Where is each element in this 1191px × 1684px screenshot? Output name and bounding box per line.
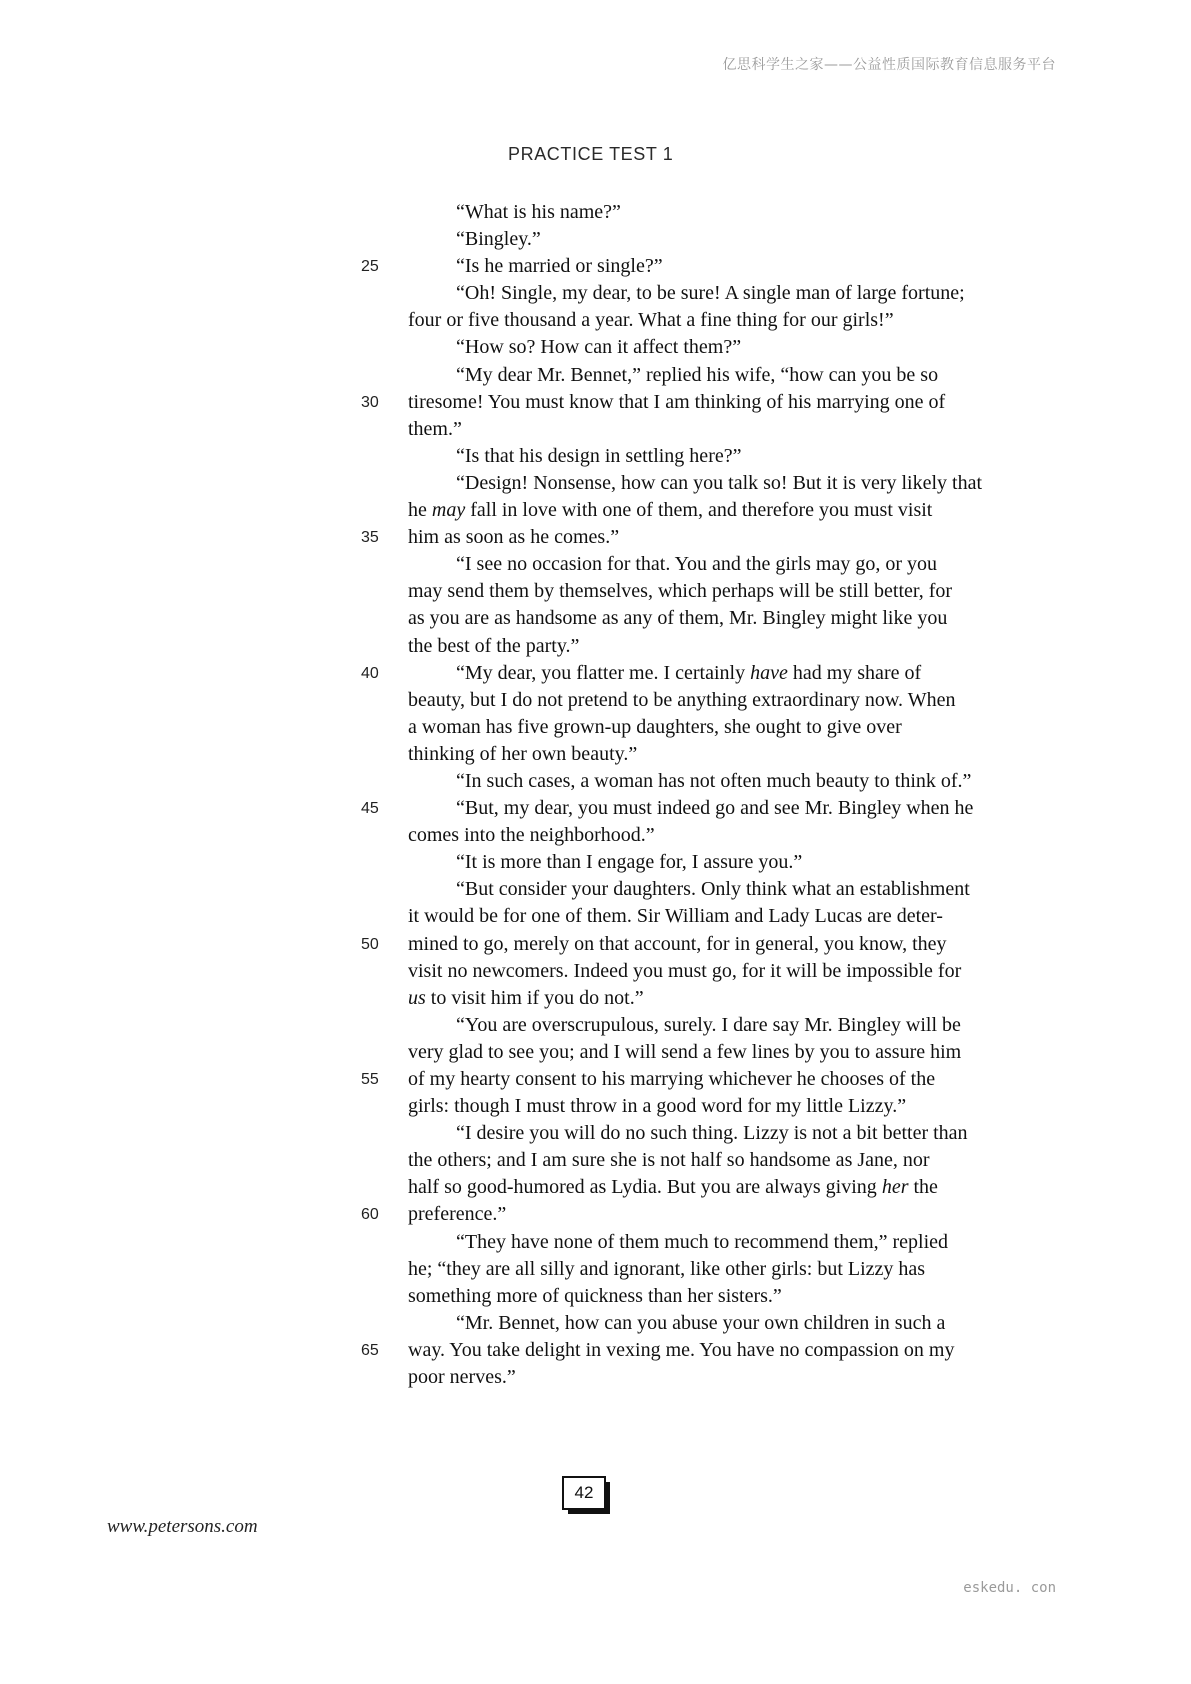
line-text	[408, 714, 902, 741]
passage-line	[0, 551, 1191, 578]
passage-line	[0, 1256, 1191, 1283]
line-text	[408, 389, 945, 416]
line-text	[408, 1256, 925, 1283]
text-run: girls: though I must throw in a good word for my little Lizzy.”	[408, 1095, 907, 1118]
passage-line	[0, 524, 1191, 551]
line-text	[456, 795, 973, 822]
text-run: “You are overscrupulous, surely. I dare say Mr. Bingley will be	[456, 1013, 961, 1036]
passage-line	[0, 1337, 1191, 1364]
text-run: “Is that his design in settling here?”	[456, 444, 742, 467]
line-text	[408, 687, 955, 714]
line-number: 40	[361, 664, 379, 682]
passage-line	[0, 1120, 1191, 1147]
text-run: “Design! Nonsense, how can you talk so! But it is very likely that	[456, 471, 983, 494]
line-number: 35	[361, 529, 379, 547]
line-text	[408, 1174, 938, 1201]
watermark-header: 亿思科学生之家——公益性质国际教育信息服务平台	[722, 57, 1056, 73]
passage-line	[0, 822, 1191, 849]
line-text	[408, 1337, 954, 1364]
passage-line	[0, 660, 1191, 687]
text-run: “But consider your daughters. Only think what an establishment	[456, 878, 970, 901]
line-text	[456, 253, 663, 280]
text-run: “Oh! Single, my dear, to be sure! A single man of large fortune;	[456, 282, 965, 305]
line-text	[456, 280, 965, 307]
line-text	[408, 307, 894, 334]
text-run: half so good-humored as Lydia. But you are always giving	[408, 1176, 882, 1199]
passage-line	[0, 768, 1191, 795]
line-text	[456, 660, 921, 687]
text-run: mined to go, merely on that account, for in general, you know, they	[408, 932, 947, 955]
passage-line	[0, 1201, 1191, 1228]
line-text	[408, 1201, 506, 1228]
passage-line	[0, 1039, 1191, 1066]
text-run: “In such cases, a woman has not often much beauty to think of.”	[456, 769, 972, 792]
passage-line	[0, 1229, 1191, 1256]
line-text	[408, 605, 947, 632]
passage-line	[0, 443, 1191, 470]
passage-line	[0, 334, 1191, 361]
passage-line	[0, 1147, 1191, 1174]
passage-line	[0, 1364, 1191, 1391]
text-run: tiresome! You must know that I am thinking of his marrying one of	[408, 390, 946, 413]
passage-line	[0, 687, 1191, 714]
line-number: 25	[361, 258, 379, 276]
line-text	[456, 1012, 961, 1039]
passage-line	[0, 1310, 1191, 1337]
line-text	[456, 876, 970, 903]
text-run: beauty, but I do not pretend to be anything extraordinary now. When	[408, 688, 956, 711]
line-text	[456, 362, 938, 389]
line-text	[408, 985, 644, 1012]
text-run: “I desire you will do no such thing. Lizzy is not a bit better than	[456, 1122, 968, 1145]
line-text	[456, 470, 982, 497]
line-text	[408, 1066, 935, 1093]
passage-line	[0, 226, 1191, 253]
text-run: “Bingley.”	[456, 228, 541, 251]
line-number: 55	[361, 1071, 379, 1088]
text-run: thinking of her own beauty.”	[408, 742, 638, 765]
line-text	[408, 822, 655, 849]
text-run: fall in love with one of them, and therefore you must visit	[465, 499, 933, 522]
passage-line	[0, 280, 1191, 307]
line-text	[408, 741, 637, 768]
italic-text: may	[431, 499, 466, 522]
text-run: may send them by themselves, which perhaps will be still better, for	[408, 580, 953, 603]
line-number: 60	[361, 1206, 379, 1224]
passage-line	[0, 1093, 1191, 1120]
footer-url: www.petersons.com	[107, 1516, 258, 1537]
line-text	[456, 1229, 948, 1256]
text-run: “It is more than I engage for, I assure you.”	[456, 851, 803, 874]
text-run: very glad to see you; and I will send a few lines by you to assure him	[408, 1040, 962, 1063]
text-run: the best of the party.”	[408, 634, 580, 657]
line-text	[456, 1120, 968, 1147]
passage-line	[0, 389, 1191, 416]
passage-line	[0, 903, 1191, 930]
passage-line	[0, 307, 1191, 334]
line-text	[408, 578, 952, 605]
passage-line	[0, 849, 1191, 876]
line-text	[456, 443, 741, 470]
text-run: “Is he married or single?”	[456, 255, 663, 278]
text-run: “They have none of them much to recommend them,” replied	[456, 1230, 949, 1253]
text-run: way. You take delight in vexing me. You have no compassion on my	[408, 1338, 955, 1361]
line-text	[408, 524, 619, 551]
text-run: preference.”	[408, 1203, 507, 1226]
line-text	[456, 1310, 945, 1337]
passage-line	[0, 253, 1191, 280]
italic-text: us	[408, 986, 426, 1009]
passage-line	[0, 958, 1191, 985]
italic-text: have	[750, 661, 788, 684]
text-run: he; “they are all silly and ignorant, like other girls: but Lizzy has	[408, 1257, 926, 1280]
line-text	[456, 849, 802, 876]
passage-line	[0, 741, 1191, 768]
line-text	[408, 903, 943, 930]
text-run: “I see no occasion for that. You and the girls may go, or you	[456, 553, 938, 576]
line-number: 50	[361, 935, 379, 953]
text-run: as you are as handsome as any of them, Mr. Bingley might like you	[408, 607, 948, 630]
passage-line	[0, 1012, 1191, 1039]
text-run: something more of quickness than her sisters.”	[408, 1284, 782, 1307]
line-text	[456, 199, 621, 226]
text-run: “My dear Mr. Bennet,” replied his wife, “how can you be so	[456, 363, 939, 386]
passage-line	[0, 985, 1191, 1012]
reading-passage	[0, 199, 1191, 1391]
text-run: had my share of	[787, 661, 922, 684]
text-run: visit no newcomers. Indeed you must go, for it will be impossible for	[408, 959, 962, 982]
italic-text: her	[881, 1176, 909, 1199]
line-text	[408, 1283, 782, 1310]
text-run: comes into the neighborhood.”	[408, 824, 655, 847]
text-run: “Mr. Bennet, how can you abuse your own children in such a	[456, 1311, 946, 1334]
line-text	[456, 551, 937, 578]
text-run: them.”	[408, 417, 462, 440]
line-text	[408, 1147, 930, 1174]
line-text	[408, 1039, 961, 1066]
passage-line	[0, 931, 1191, 958]
passage-line	[0, 633, 1191, 660]
text-run: the	[908, 1176, 938, 1199]
line-number: 30	[361, 393, 379, 411]
text-run: a woman has five grown-up daughters, she ought to give over	[408, 715, 902, 738]
text-run: he	[408, 499, 432, 522]
text-run: four or five thousand a year. What a fine thing for our girls!”	[408, 309, 894, 332]
passage-line	[0, 1283, 1191, 1310]
line-text	[408, 1364, 516, 1391]
passage-line	[0, 362, 1191, 389]
line-text	[408, 416, 462, 443]
text-run: the others; and I am sure she is not half so handsome as Jane, nor	[408, 1149, 930, 1172]
passage-line	[0, 795, 1191, 822]
text-run: it would be for one of them. Sir William and Lady Lucas are deter-	[408, 905, 943, 928]
page-number: 42	[562, 1476, 606, 1510]
line-text	[408, 958, 961, 985]
line-text	[408, 1093, 906, 1120]
text-run: “What is his name?”	[456, 201, 621, 223]
passage-line	[0, 1174, 1191, 1201]
passage-line	[0, 714, 1191, 741]
text-run: “But, my dear, you must indeed go and see Mr. Bingley when he	[456, 797, 974, 820]
line-text	[456, 334, 741, 361]
line-text	[408, 633, 579, 660]
text-run: him as soon as he comes.”	[408, 526, 620, 549]
text-run: “How so? How can it affect them?”	[456, 336, 742, 359]
text-run: “My dear, you flatter me. I certainly	[456, 661, 751, 684]
line-number: 65	[361, 1341, 379, 1359]
passage-line	[0, 876, 1191, 903]
line-number: 45	[361, 800, 379, 818]
line-text	[456, 226, 541, 253]
passage-line	[0, 497, 1191, 524]
text-run: poor nerves.”	[408, 1366, 516, 1389]
watermark-footer: eskedu. con	[963, 1580, 1056, 1596]
line-text	[408, 497, 932, 524]
line-text	[456, 768, 971, 795]
text-run: to visit him if you do not.”	[425, 986, 644, 1009]
passage-line	[0, 605, 1191, 632]
page-number-box	[562, 1476, 606, 1510]
passage-line	[0, 578, 1191, 605]
passage-line	[0, 416, 1191, 443]
line-text	[408, 931, 947, 958]
running-head: PRACTICE TEST 1	[508, 144, 674, 164]
passage-line	[0, 199, 1191, 226]
passage-line	[0, 1066, 1191, 1093]
text-run: of my hearty consent to his marrying whichever he chooses of the	[408, 1068, 936, 1090]
passage-line	[0, 470, 1191, 497]
